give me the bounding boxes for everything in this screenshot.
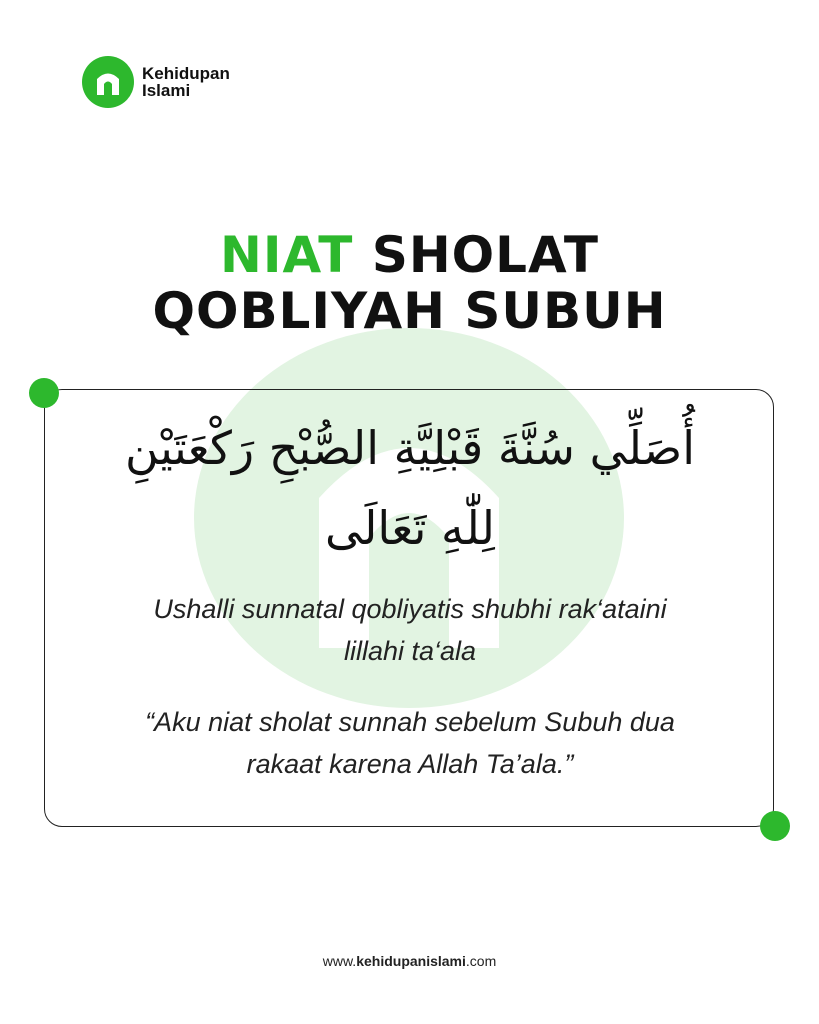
arabic-line-1: أُصَلِّي سُنَّةَ قَبْلِيَّةِ الصُّبْحِ رَكْعَتَيْنِ	[125, 421, 695, 475]
translation-line-1: “Aku niat sholat sunnah sebelum Subuh dua	[145, 707, 675, 737]
translation-text	[70, 701, 750, 785]
brand-name-line2: Islami	[142, 81, 191, 100]
latin-line-1: Ushalli sunnatal qobliyatis shubhi rak‘ataini	[153, 594, 667, 624]
url-prefix: www.	[322, 953, 357, 969]
mosque-logo-icon	[82, 56, 134, 108]
arabic-line-2: لِلّٰهِ تَعَالَى	[325, 501, 495, 555]
page-title-line1	[0, 226, 819, 284]
decorative-dot-bottom-right	[760, 811, 790, 841]
brand-name-line1: Kehidupan	[142, 64, 230, 83]
latin-transliteration	[70, 588, 750, 672]
title-highlight: NIAT	[220, 226, 354, 284]
brand-logo[interactable]	[82, 56, 230, 108]
arabic-text	[70, 408, 750, 568]
page-title-line2: QOBLIYAH SUBUH	[152, 282, 667, 340]
latin-line-2: lillahi ta‘ala	[343, 636, 477, 666]
decorative-dot-top-left	[29, 378, 59, 408]
url-suffix: .com	[465, 953, 497, 969]
url-domain: kehidupanislami	[356, 953, 466, 969]
brand-name	[142, 65, 230, 99]
website-link[interactable]	[0, 953, 819, 969]
title-rest: SHOLAT	[353, 226, 599, 284]
translation-line-2: rakaat karena Allah Ta’ala.”	[246, 749, 574, 779]
